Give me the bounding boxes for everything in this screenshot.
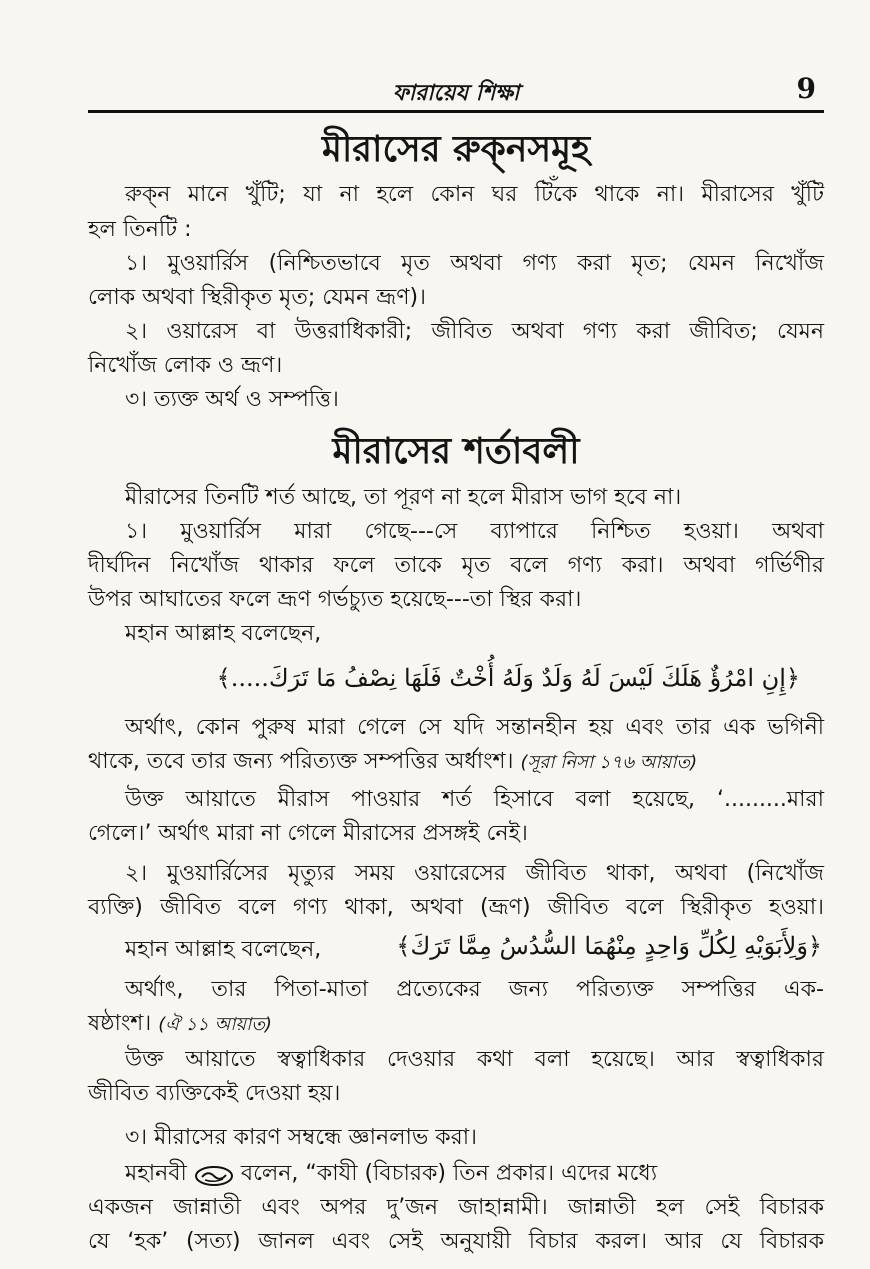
- quran-verse-2: ﴿وَلِأَبَوَيْهِ لِكُلِّ وَاحِدٍ مِنْهُمَا السُّدُسُ مِمَّا تَرَكَ﴾: [396, 932, 822, 960]
- explanation-1-line-2: গেলে।’ অর্থাৎ মারা না গেলে মীরাসের প্রসঙ্গই নেই।: [88, 821, 528, 846]
- pillar-2-line-1: ২। ওয়ারেস বা উত্তরাধিকারী; জীবিত অথবা গণ্য করা জীবিত; যেমন: [125, 319, 824, 344]
- pillar-1-line-1: ১। মুওয়ার্রিস (নিশ্চিতভাবে মৃত অথবা গণ্য করা মৃত; যেমন নিখোঁজ: [125, 251, 824, 276]
- condition-1-line-2: দীর্ঘদিন নিখোঁজ থাকার ফলে তাকে মৃত বলে গণ্য করা। অথবা গর্ভিণীর: [88, 553, 824, 578]
- translation-1-line-1: অর্থাৎ, কোন পুরুষ মারা গেলে সে যদি সন্তানহীন হয় এবং তার এক ভগিনী: [125, 715, 824, 740]
- translation-2-line-1: অর্থাৎ, তার পিতা-মাতা প্রত্যেকের জন্য পরিত্যক্ত সম্পত্তির এক-: [125, 977, 824, 1002]
- pillar-3: ৩। ত্যক্ত অর্থ ও সম্পত্তি।: [125, 387, 339, 412]
- allah-says-2: মহান আল্লাহ বলেছেন,: [125, 937, 322, 962]
- salutation-seal-icon: [194, 1163, 234, 1185]
- pillar-1-line-2: লোক অথবা স্থিরীকৃত মৃত; যেমন ভ্রূণ)।: [88, 285, 426, 310]
- explanation-1-line-1: উক্ত আয়াতে মীরাস পাওয়ার শর্ত হিসাবে বলা হয়েছে, ‘.........মারা: [125, 787, 824, 812]
- hadith-line-1: [125, 1156, 824, 1192]
- verse-reference-2: (ঐ ১১ আয়াত): [158, 1014, 272, 1035]
- quran-verse-1: ﴿إِنِ امْرُؤٌ هَلَكَ لَيْسَ لَهُ وَلَدٌ وَلَهُ أُخْتٌ فَلَهَا نِصْفُ مَا تَرَكَ.....﴾: [216, 664, 800, 692]
- explanation-2-line-2: জীবিত ব্যক্তিকেই দেওয়া হয়।: [88, 1081, 341, 1106]
- pillars-intro-line-2: হল তিনটি :: [88, 217, 192, 242]
- section-heading-pillars: মীরাসের রুক্‌নসমূহ: [321, 129, 591, 170]
- hadith-line-3: যে ‘হক’ (সত্য) জানল এবং সেই অনুযায়ী বিচার করল। আর যে বিচারক: [88, 1229, 824, 1254]
- condition-3: ৩। মীরাসের কারণ সম্বন্ধে জ্ঞানলাভ করা।: [125, 1125, 478, 1150]
- page-number: 9: [796, 72, 816, 105]
- pillars-intro-line-1: রুক্‌ন মানে খুঁটি; যা না হলে কোন ঘর টিঁকে থাকে না। মীরাসের খুঁটি: [125, 182, 824, 207]
- pillar-2-line-2: নিখোঁজ লোক ও ভ্রূণ।: [88, 353, 283, 378]
- translation-1-line-2: [88, 744, 824, 781]
- conditions-intro: মীরাসের তিনটি শর্ত আছে, তা পূরণ না হলে মীরাস ভাগ হবে না।: [125, 485, 682, 510]
- condition-1-line-3: উপর আঘাতের ফলে ভ্রূণ গর্ভচ্যুত হয়েছে---তা স্থির করা।: [88, 587, 582, 612]
- condition-2-line-1: ২। মুওয়ার্রিসের মৃত্যুর সময় ওয়ারেসের জীবিত থাকা, অথবা (নিখোঁজ: [125, 861, 824, 886]
- condition-2-line-2: ব্যক্তি) জীবিত বলে গণ্য থাকা, অথবা (ভ্রূণ) জীবিত বলে স্থিরীকৃত হওয়া।: [88, 895, 824, 920]
- header-divider: [88, 110, 824, 113]
- translation-2-line-2: [88, 1006, 824, 1043]
- hadith-line-2: একজন জান্নাতী এবং অপর দু’জন জাহান্নামী। জান্নাতী হল সেই বিচারক: [88, 1195, 824, 1220]
- prophet-label: মহানবী: [125, 1161, 187, 1186]
- section-heading-conditions: মীরাসের শর্তাবলী: [332, 431, 580, 472]
- running-title: ফারায়েয শিক্ষা: [392, 81, 520, 106]
- explanation-2-line-1: উক্ত আয়াতে স্বত্বাধিকার দেওয়ার কথা বলা হয়েছে। আর স্বত্বাধিকার: [125, 1047, 824, 1072]
- hadith-text-start: বলেন, “কাযী (বিচারক) তিন প্রকার। এদের মধ্যে: [240, 1161, 658, 1186]
- translation-1-text: থাকে, তবে তার জন্য পরিত্যক্ত সম্পত্তির অর্ধাংশ।: [88, 749, 514, 774]
- page-header: [88, 72, 824, 108]
- allah-says-1: মহান আল্লাহ বলেছেন,: [125, 621, 322, 646]
- translation-2-text: ষষ্ঠাংশ।: [88, 1011, 152, 1036]
- condition-1-line-1: ১। মুওয়ার্রিস মারা গেছে---সে ব্যাপারে নিশ্চিত হওয়া। অথবা: [125, 519, 824, 544]
- verse-reference-1: (সূরা নিসা ১৭৬ আয়াত): [520, 752, 698, 773]
